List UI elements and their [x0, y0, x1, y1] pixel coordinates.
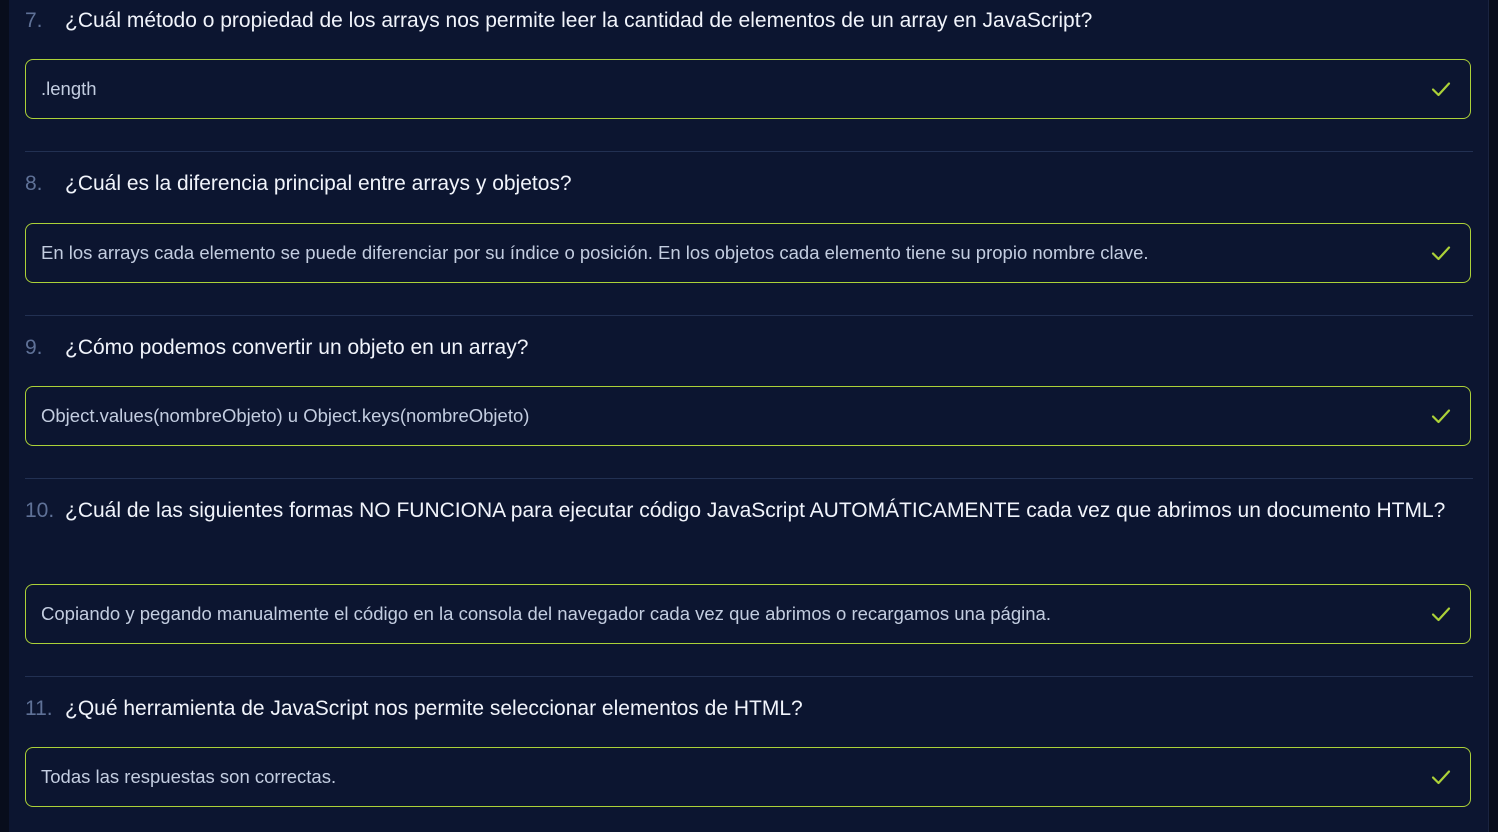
- question-number: 8.: [25, 172, 43, 195]
- divider: [25, 315, 1473, 316]
- left-gutter: [0, 0, 9, 832]
- question-header: [25, 691, 1473, 726]
- answer-option-selected[interactable]: [25, 59, 1471, 119]
- divider: [25, 151, 1473, 152]
- scrollbar-track[interactable]: [1489, 0, 1498, 832]
- question-header: [25, 166, 1473, 201]
- question-item-8: [25, 166, 1473, 263]
- question-item-9: [25, 330, 1473, 426]
- answer-option-selected[interactable]: [25, 223, 1471, 283]
- question-text: ¿Cuál de las siguientes formas NO FUNCIONA para ejecutar código JavaScript AUTOMÁTICAMENTE cada vez que abrimos un documento HTML?: [65, 499, 1446, 522]
- question-item-7: [25, 3, 1473, 99]
- divider: [25, 478, 1473, 479]
- divider: [25, 676, 1473, 677]
- question-text: ¿Cuál método o propiedad de los arrays nos permite leer la cantidad de elementos de un array en JavaScript?: [65, 9, 1093, 32]
- question-item-11: [25, 691, 1473, 787]
- check-icon: [1431, 79, 1451, 99]
- answer-text: En los arrays cada elemento se puede diferenciar por su índice o posición. En los objetos cada elemento tiene su propio nombre clave.: [41, 242, 1149, 263]
- answer-option-selected[interactable]: [25, 584, 1471, 644]
- question-text: ¿Cómo podemos convertir un objeto en un array?: [65, 336, 529, 359]
- check-icon: [1431, 243, 1451, 263]
- question-number: 11.: [25, 697, 53, 720]
- answer-text: Object.values(nombreObjeto) u Object.keys(nombreObjeto): [41, 405, 530, 426]
- question-header: [25, 493, 1473, 528]
- check-icon: [1431, 406, 1451, 426]
- answer-option-selected[interactable]: [25, 386, 1471, 446]
- check-icon: [1431, 767, 1451, 787]
- question-text: ¿Cuál es la diferencia principal entre arrays y objetos?: [65, 172, 572, 195]
- question-number: 9.: [25, 336, 43, 359]
- answer-text: .length: [41, 78, 97, 99]
- question-number: 7.: [25, 9, 43, 32]
- question-header: [25, 3, 1473, 38]
- question-header: [25, 330, 1473, 365]
- answer-text: Todas las respuestas son correctas.: [41, 766, 337, 787]
- question-item-10: [25, 493, 1473, 624]
- question-number: 10.: [25, 499, 55, 522]
- content-border: [1488, 0, 1489, 832]
- check-icon: [1431, 604, 1451, 624]
- answer-text: Copiando y pegando manualmente el código en la consola del navegador cada vez que abrimos o recargamos una página.: [41, 603, 1051, 624]
- question-text: ¿Qué herramienta de JavaScript nos permite seleccionar elementos de HTML?: [65, 697, 803, 720]
- answer-option-selected[interactable]: [25, 747, 1471, 807]
